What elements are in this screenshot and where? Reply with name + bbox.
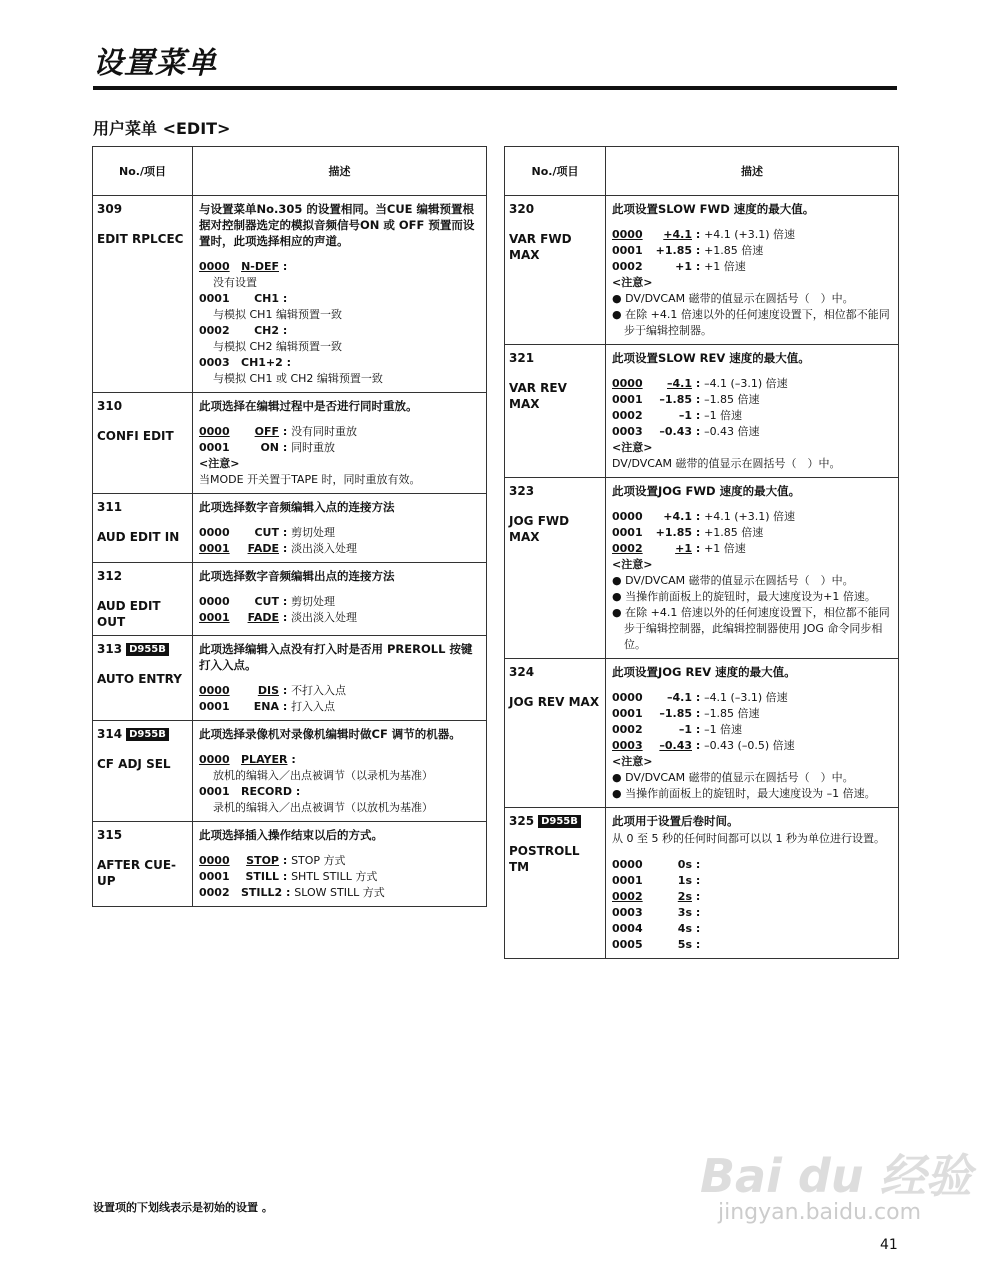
- bullet-icon: ●: [612, 292, 626, 305]
- bullet-icon: ●: [612, 574, 626, 587]
- option-row: [612, 392, 892, 408]
- option-value: –0.43 (–0.5) 倍速: [704, 739, 795, 752]
- note-bullet: [612, 605, 892, 653]
- option-colon: :: [279, 611, 292, 624]
- description-cell: [606, 808, 899, 959]
- item-number: 314: [97, 727, 123, 741]
- option-value: –1.85 倍速: [704, 393, 760, 406]
- item-number: 310: [97, 399, 123, 413]
- table-row: [505, 659, 899, 808]
- item-name: CF ADJ SEL: [97, 757, 171, 771]
- option-code: 0000: [612, 377, 643, 390]
- option-code: 0001: [612, 244, 643, 257]
- item-name: POSTROLL TM: [509, 844, 580, 874]
- left-menu-table: [92, 146, 487, 907]
- option-code: 0000: [199, 684, 230, 697]
- option-row: [199, 525, 480, 541]
- option-code: 0003: [612, 425, 643, 438]
- item-heading: 此项选择数字音频编辑出点的连接方法: [199, 569, 395, 583]
- option-code: 0002: [612, 260, 643, 273]
- option-key: N-DEF: [241, 260, 279, 273]
- option-row: [199, 594, 480, 610]
- description-cell: [606, 659, 899, 808]
- model-badge: D955B: [126, 728, 169, 741]
- option-key: –0.43: [659, 739, 692, 752]
- table-row: [505, 345, 899, 478]
- option-row: [199, 853, 480, 869]
- option-row: [199, 323, 480, 339]
- bullet-text: 在除 +4.1 倍速以外的任何速度设置下，相位都不能同步于编辑控制器，此编辑控制器使用 JOG 命令同步相位。: [624, 606, 890, 651]
- note-bullet: [612, 589, 892, 605]
- option-code: 0003: [612, 739, 643, 752]
- note-label: <注意>: [612, 276, 653, 289]
- option-colon: :: [287, 753, 296, 766]
- item-number: 325: [509, 814, 535, 828]
- option-row: [612, 243, 892, 259]
- table-row: [93, 196, 487, 393]
- option-key: –1.85: [659, 393, 692, 406]
- option-code: 0001: [612, 393, 643, 406]
- option-row: [612, 376, 892, 392]
- option-colon: :: [692, 739, 705, 752]
- option-value: STOP 方式: [291, 854, 346, 867]
- option-value: –0.43 倍速: [704, 425, 760, 438]
- option-row: [612, 706, 892, 722]
- option-key: –1: [678, 723, 692, 736]
- bullet-icon: ●: [612, 771, 626, 784]
- item-subtext: 从 0 至 5 秒的任何时间都可以以 1 秒为单位进行设置。: [612, 832, 885, 845]
- option-row: [612, 259, 892, 275]
- item-name: JOG REV MAX: [509, 695, 600, 709]
- option-key: –4.1: [667, 691, 692, 704]
- option-colon: :: [692, 510, 705, 523]
- option-value: 没有同时重放: [291, 425, 358, 438]
- item-name: AUD EDIT IN: [97, 530, 180, 544]
- note-bullet: [612, 291, 892, 307]
- option-colon: :: [692, 858, 701, 871]
- item-cell: [93, 494, 193, 563]
- model-badge: D955B: [126, 643, 169, 656]
- option-code: 0000: [199, 595, 230, 608]
- item-cell: [505, 345, 606, 478]
- option-code: 0003: [199, 356, 230, 369]
- bullet-icon: ●: [612, 606, 626, 619]
- option-key: STILL2: [241, 886, 283, 899]
- option-key: CUT: [254, 526, 279, 539]
- option-row: [612, 509, 892, 525]
- table-row: [93, 393, 487, 494]
- option-colon: :: [692, 244, 705, 257]
- option-colon: :: [692, 906, 701, 919]
- option-key: STILL: [245, 870, 279, 883]
- option-value: 不打入入点: [291, 684, 347, 697]
- note-label: <注意>: [612, 755, 653, 768]
- option-value: +4.1 (+3.1) 倍速: [704, 228, 796, 241]
- option-note: 与模拟 CH1 编辑预置一致: [213, 308, 342, 321]
- option-key: 1s: [677, 874, 692, 887]
- option-key: FADE: [247, 611, 279, 624]
- bullet-icon: ●: [612, 590, 626, 603]
- description-cell: [193, 822, 487, 907]
- item-cell: [93, 636, 193, 721]
- option-row: [199, 541, 480, 557]
- option-row: [612, 541, 892, 557]
- item-name: CONFI EDIT: [97, 429, 174, 443]
- option-code: 0002: [612, 542, 643, 555]
- option-code: 0000: [199, 260, 230, 273]
- description-cell: [193, 393, 487, 494]
- bullet-text: DV/DVCAM 磁带的值显示在圆括号（ ）中。: [625, 771, 854, 784]
- option-row: [612, 921, 892, 937]
- item-cell: [505, 478, 606, 659]
- option-row: [199, 869, 480, 885]
- item-cell: [93, 196, 193, 393]
- table-row: [505, 478, 899, 659]
- option-value: +1 倍速: [704, 260, 746, 273]
- item-name: VAR REV MAX: [509, 381, 567, 411]
- note-bullet: [612, 786, 892, 802]
- option-note: 录机的编辑入／出点被调节（以放机为基准）: [213, 801, 433, 814]
- option-code: 0002: [612, 409, 643, 422]
- option-row: [199, 784, 480, 800]
- table-row: [93, 563, 487, 636]
- option-colon: :: [692, 723, 705, 736]
- table-row: [93, 822, 487, 907]
- table-row: [505, 196, 899, 345]
- option-colon: :: [279, 526, 292, 539]
- option-colon: :: [292, 785, 301, 798]
- bullet-icon: ●: [612, 787, 626, 800]
- option-key: ENA: [253, 700, 279, 713]
- option-code: 0001: [612, 526, 643, 539]
- option-code: 0003: [612, 906, 643, 919]
- item-number: 315: [97, 828, 123, 842]
- note-text: DV/DVCAM 磁带的值显示在圆括号（ ）中。: [612, 457, 841, 470]
- option-key: +4.1: [663, 510, 692, 523]
- option-value: +1 倍速: [704, 542, 746, 555]
- option-key: +1.85: [655, 526, 692, 539]
- option-colon: :: [279, 700, 292, 713]
- watermark-logo: Bai du 经验: [700, 1149, 972, 1203]
- item-heading: 与设置菜单No.305 的设置相同。当CUE 编辑预置根据对控制器选定的模拟音频信号ON 或 OFF 预置而设置时，此项选择相应的声道。: [199, 202, 475, 248]
- option-row: [612, 937, 892, 953]
- option-code: 0001: [612, 707, 643, 720]
- option-key: CUT: [254, 595, 279, 608]
- page-number: 41: [880, 1237, 898, 1253]
- option-code: 0005: [612, 938, 643, 951]
- option-code: 0001: [199, 700, 230, 713]
- option-key: 4s: [677, 922, 692, 935]
- header-desc: 描述: [193, 147, 487, 196]
- option-code: 0002: [612, 890, 643, 903]
- option-key: 3s: [677, 906, 692, 919]
- option-row: [199, 699, 480, 715]
- option-code: 0001: [199, 292, 230, 305]
- item-name: VAR FWD MAX: [509, 232, 572, 262]
- item-number: 324: [509, 665, 535, 679]
- option-value: 同时重放: [291, 441, 336, 454]
- option-row: [612, 738, 892, 754]
- model-badge: D955B: [538, 815, 581, 828]
- footnote: 设置项的下划线表示是初始的设置 。: [93, 1201, 273, 1214]
- option-row: [612, 905, 892, 921]
- option-colon: :: [282, 356, 292, 369]
- item-name: AFTER CUE-UP: [97, 858, 177, 888]
- option-key: –1: [678, 409, 692, 422]
- option-colon: :: [692, 228, 705, 241]
- bullet-text: DV/DVCAM 磁带的值显示在圆括号（ ）中。: [625, 292, 854, 305]
- option-colon: :: [692, 707, 705, 720]
- option-row: [199, 885, 480, 901]
- option-note: 没有设置: [213, 276, 257, 289]
- table-row: [93, 494, 487, 563]
- item-heading: 此项选择数字音频编辑入点的连接方法: [199, 500, 395, 514]
- option-code: 0000: [199, 425, 230, 438]
- description-cell: [193, 563, 487, 636]
- option-code: 0001: [199, 785, 230, 798]
- option-colon: :: [692, 890, 701, 903]
- section-title: 用户菜单 <EDIT>: [93, 119, 231, 138]
- option-value: –4.1 (–3.1) 倍速: [704, 377, 788, 390]
- item-heading: 此项设置JOG FWD 速度的最大值。: [612, 484, 801, 498]
- option-code: 0000: [612, 858, 643, 871]
- option-row: [199, 355, 480, 371]
- item-number: 321: [509, 351, 535, 365]
- option-code: 0001: [199, 542, 230, 555]
- option-key: 2s: [677, 890, 692, 903]
- note-label: <注意>: [199, 457, 240, 470]
- option-row: [612, 408, 892, 424]
- option-value: –1 倍速: [704, 723, 743, 736]
- option-value: –4.1 (–3.1) 倍速: [704, 691, 788, 704]
- item-heading: 此项选择在编辑过程中是否进行同时重放。: [199, 399, 418, 413]
- option-row: [199, 291, 480, 307]
- option-key: +1.85: [655, 244, 692, 257]
- option-colon: :: [692, 938, 701, 951]
- option-colon: :: [279, 870, 292, 883]
- option-colon: :: [279, 684, 292, 697]
- option-row: [612, 873, 892, 889]
- option-colon: :: [692, 874, 701, 887]
- bullet-text: 在除 +4.1 倍速以外的任何速度设置下，相位都不能同步于编辑控制器。: [624, 308, 890, 337]
- option-value: SHTL STILL 方式: [291, 870, 378, 883]
- option-key: PLAYER: [241, 753, 288, 766]
- option-value: 打入入点: [291, 700, 336, 713]
- item-number: 309: [97, 202, 123, 216]
- option-value: 淡出淡入处理: [291, 611, 358, 624]
- page-title: 设置菜单: [93, 46, 217, 81]
- item-name: JOG FWD MAX: [509, 514, 570, 544]
- note-label: <注意>: [612, 441, 653, 454]
- description-cell: [606, 478, 899, 659]
- option-key: +4.1: [663, 228, 692, 241]
- option-colon: :: [692, 542, 705, 555]
- option-key: 5s: [677, 938, 692, 951]
- bullet-text: DV/DVCAM 磁带的值显示在圆括号（ ）中。: [625, 574, 854, 587]
- description-cell: [193, 636, 487, 721]
- item-number: 312: [97, 569, 123, 583]
- option-row: [199, 424, 480, 440]
- item-heading: 此项选择录像机对录像机编辑时做CF 调节的机器。: [199, 727, 461, 741]
- header-no: No./项目: [93, 147, 193, 196]
- item-cell: [93, 393, 193, 494]
- option-row: [199, 259, 480, 275]
- option-key: CH2: [254, 324, 279, 337]
- item-cell: [505, 659, 606, 808]
- item-cell: [505, 808, 606, 959]
- bullet-icon: ●: [612, 308, 626, 321]
- item-name: AUTO ENTRY: [97, 672, 182, 686]
- option-row: [612, 722, 892, 738]
- option-row: [199, 683, 480, 699]
- table-row: [505, 808, 899, 959]
- option-code: 0001: [199, 441, 230, 454]
- option-colon: :: [279, 260, 288, 273]
- option-colon: :: [692, 691, 705, 704]
- option-code: 0000: [612, 510, 643, 523]
- option-key: STOP: [246, 854, 279, 867]
- item-name: AUD EDIT OUT: [97, 599, 161, 629]
- option-key: 0s: [677, 858, 692, 871]
- option-code: 0001: [199, 870, 230, 883]
- item-heading: 此项设置SLOW FWD 速度的最大值。: [612, 202, 815, 216]
- option-row: [612, 525, 892, 541]
- item-cell: [93, 721, 193, 822]
- description-cell: [193, 721, 487, 822]
- item-heading: 此项选择编辑入点没有打入时是否用 PREROLL 按键打入入点。: [199, 642, 473, 672]
- option-key: +1: [675, 542, 692, 555]
- item-heading: 此项设置SLOW REV 速度的最大值。: [612, 351, 810, 365]
- description-cell: [193, 196, 487, 393]
- option-key: +1: [675, 260, 692, 273]
- option-key: CH1: [254, 292, 279, 305]
- option-colon: :: [279, 595, 292, 608]
- description-cell: [606, 196, 899, 345]
- option-code: 0000: [199, 854, 230, 867]
- option-colon: :: [692, 409, 705, 422]
- option-row: [612, 889, 892, 905]
- option-colon: :: [692, 425, 705, 438]
- table-row: [93, 636, 487, 721]
- item-cell: [93, 822, 193, 907]
- item-number: 313: [97, 642, 123, 656]
- option-key: DIS: [257, 684, 279, 697]
- description-cell: [193, 494, 487, 563]
- option-code: 0001: [199, 611, 230, 624]
- option-colon: :: [692, 393, 705, 406]
- note-text: 当MODE 开关置于TAPE 时，同时重放有效。: [199, 473, 421, 486]
- option-key: –1.85: [659, 707, 692, 720]
- item-cell: [505, 196, 606, 345]
- option-colon: :: [279, 854, 292, 867]
- option-key: –0.43: [659, 425, 692, 438]
- table-row: [93, 721, 487, 822]
- option-row: [612, 424, 892, 440]
- option-key: RECORD: [241, 785, 293, 798]
- option-colon: :: [692, 526, 705, 539]
- option-row: [612, 857, 892, 873]
- watermark-url: jingyan.baidu.com: [718, 1200, 922, 1225]
- option-key: FADE: [247, 542, 279, 555]
- note-bullet: [612, 770, 892, 786]
- bullet-text: 当操作前面板上的旋钮时，最大速度设为+1 倍速。: [625, 590, 876, 603]
- note-label: <注意>: [612, 558, 653, 571]
- option-code: 0001: [612, 874, 643, 887]
- option-colon: :: [282, 886, 295, 899]
- option-code: 0002: [612, 723, 643, 736]
- note-bullet: [612, 573, 892, 589]
- option-code: 0000: [612, 691, 643, 704]
- right-menu-table: [504, 146, 899, 959]
- option-value: +4.1 (+3.1) 倍速: [704, 510, 796, 523]
- option-colon: :: [279, 292, 288, 305]
- option-colon: :: [279, 542, 292, 555]
- option-colon: :: [692, 377, 705, 390]
- option-value: 剪切处理: [291, 526, 336, 539]
- option-note: 与模拟 CH2 编辑预置一致: [213, 340, 342, 353]
- option-value: SLOW STILL 方式: [294, 886, 385, 899]
- option-key: –4.1: [667, 377, 692, 390]
- option-key: OFF: [254, 425, 279, 438]
- option-row: [199, 610, 480, 626]
- option-code: 0004: [612, 922, 643, 935]
- item-number: 320: [509, 202, 535, 216]
- option-note: 放机的编辑入／出点被调节（以录机为基准）: [213, 769, 433, 782]
- option-code: 0000: [199, 526, 230, 539]
- item-heading: 此项选择插入操作结束以后的方式。: [199, 828, 383, 842]
- option-value: +1.85 倍速: [704, 244, 764, 257]
- option-key: ON: [260, 441, 279, 454]
- header-desc: 描述: [606, 147, 899, 196]
- item-heading: 此项用于设置后卷时间。: [612, 814, 739, 828]
- option-colon: :: [279, 425, 292, 438]
- bullet-text: 当操作前面板上的旋钮时，最大速度设为 –1 倍速。: [625, 787, 876, 800]
- option-code: 0000: [612, 228, 643, 241]
- item-cell: [93, 563, 193, 636]
- item-number: 311: [97, 500, 123, 514]
- description-cell: [606, 345, 899, 478]
- item-number: 323: [509, 484, 535, 498]
- option-value: –1.85 倍速: [704, 707, 760, 720]
- option-key: CH1+2: [241, 356, 283, 369]
- note-bullet: [612, 307, 892, 339]
- option-code: 0000: [199, 753, 230, 766]
- option-colon: :: [279, 441, 292, 454]
- option-colon: :: [279, 324, 288, 337]
- option-code: 0002: [199, 886, 230, 899]
- option-row: [612, 690, 892, 706]
- option-code: 0002: [199, 324, 230, 337]
- option-note: 与模拟 CH1 或 CH2 编辑预置一致: [213, 372, 383, 385]
- option-row: [199, 752, 480, 768]
- title-rule: [93, 86, 897, 90]
- option-value: 淡出淡入处理: [291, 542, 358, 555]
- item-name: EDIT RPLCEC: [97, 232, 184, 246]
- option-value: 剪切处理: [291, 595, 336, 608]
- option-value: +1.85 倍速: [704, 526, 764, 539]
- option-row: [199, 440, 480, 456]
- option-value: –1 倍速: [704, 409, 743, 422]
- option-colon: :: [692, 260, 705, 273]
- header-no: No./项目: [505, 147, 606, 196]
- option-row: [612, 227, 892, 243]
- item-heading: 此项设置JOG REV 速度的最大值。: [612, 665, 796, 679]
- option-colon: :: [692, 922, 701, 935]
